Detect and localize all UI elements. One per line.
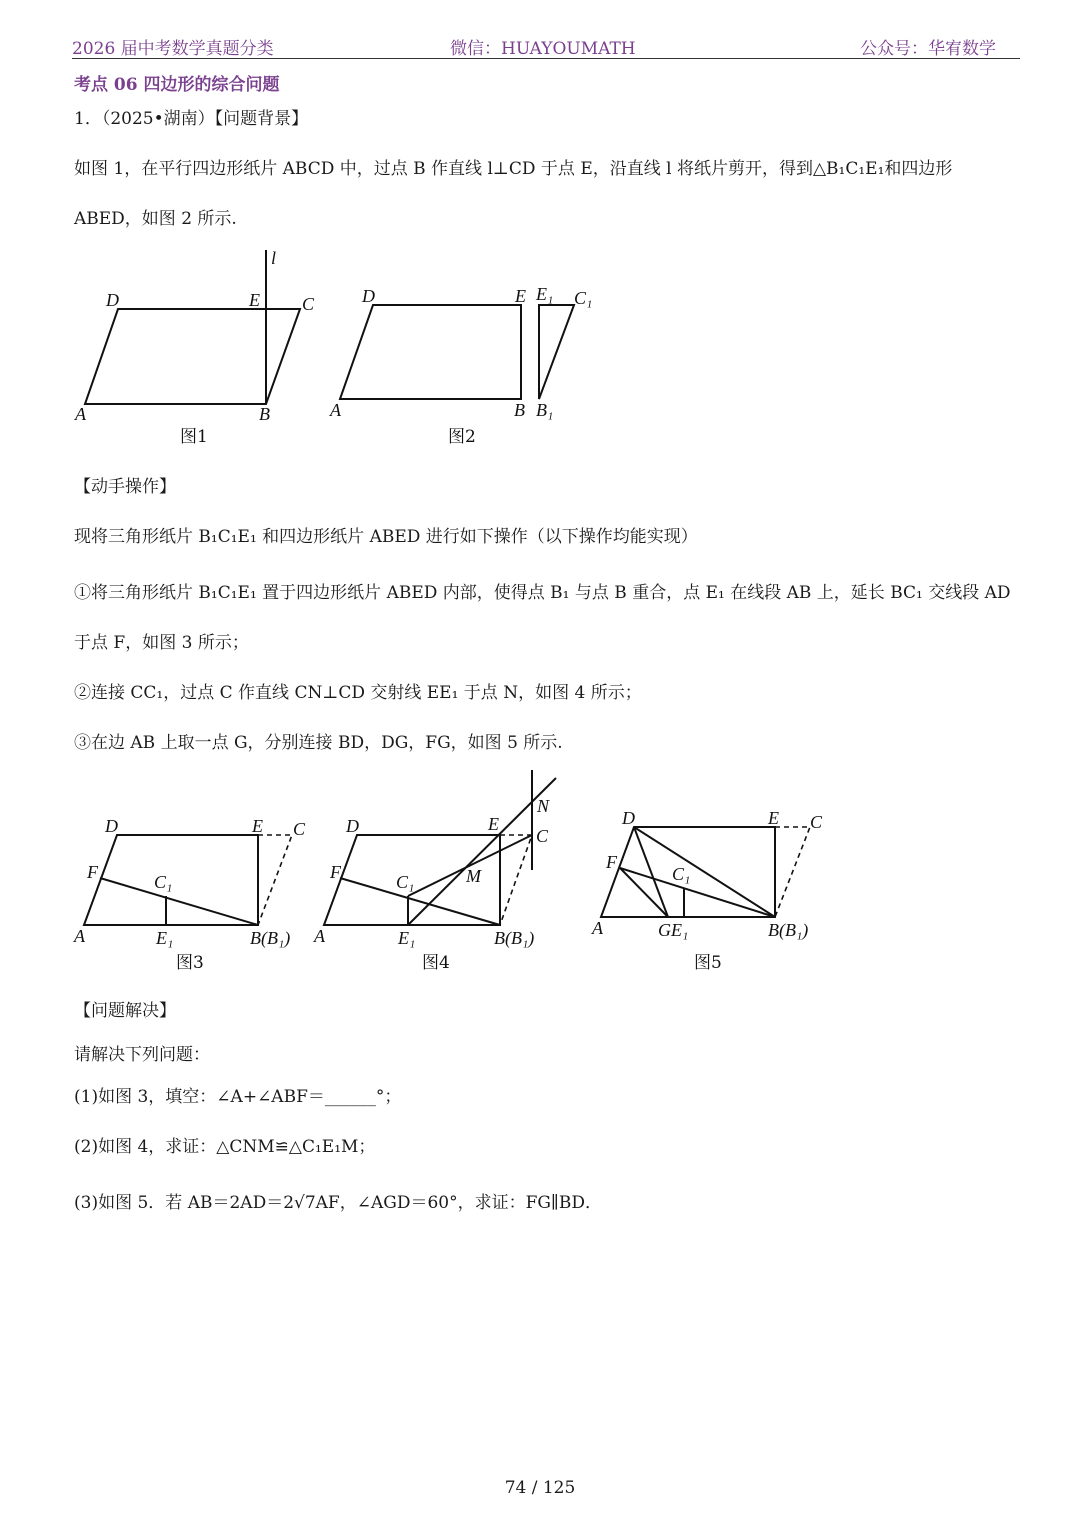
header-left: 2026 届中考数学真题分类 <box>72 39 274 59</box>
fig1-caption: 图1 <box>180 427 208 447</box>
fig5-label-C: C <box>810 812 823 832</box>
fig2-label-B: B <box>514 400 525 420</box>
fig5-label-B: B(B₁) <box>768 920 809 940</box>
fig3-label-E: E <box>252 816 263 836</box>
fig3-dashed-edge <box>258 835 292 925</box>
fig5-label-A: A <box>592 918 603 938</box>
question-2: (2)如图 4，求证：△CNM≌△C₁E₁M； <box>74 1137 376 1157</box>
fig4-label-D: D <box>346 816 359 836</box>
operation-1-line-1: ①将三角形纸片 B₁C₁E₁ 置于四边形纸片 ABED 内部，使得点 B₁ 与点 B 重合，点 E₁ 在线段 AB 上，延长 BC₁ 交线段 AD <box>74 583 1011 603</box>
page-number: 74 / 125 <box>504 1478 576 1498</box>
fig2-label-C1: C₁ <box>574 288 593 308</box>
fig4-label-M: M <box>466 866 481 886</box>
fig2-caption: 图2 <box>448 427 476 447</box>
operation-heading: 【动手操作】 <box>74 477 176 497</box>
fig4-label-A: A <box>314 926 325 946</box>
fig5-line-DG <box>634 827 668 917</box>
fig4-label-E: E <box>488 814 499 834</box>
operation-2: ②连接 CC₁，过点 C 作直线 CN⊥CD 交射线 EE₁ 于点 N，如图 4 所示； <box>74 683 642 703</box>
fig3-line-BF <box>100 878 258 925</box>
solve-intro: 请解决下列问题： <box>74 1045 210 1065</box>
operation-3: ③在边 AB 上取一点 G，分别连接 BD，DG，FG，如图 5 所示. <box>74 733 563 753</box>
fig3-label-C: C <box>293 819 306 839</box>
figure-3-4-5 <box>60 770 850 980</box>
figure-1-2 <box>60 240 620 455</box>
fig4-label-C: C <box>536 826 549 846</box>
problem-number: 1．（2025•湖南）【问题背景】 <box>74 109 309 129</box>
fig4-line-ray-EE1 <box>408 778 556 925</box>
fig1-label-A: A <box>75 404 86 424</box>
fig5-label-GE1: GE₁ <box>658 920 689 940</box>
fig5-label-F: F <box>606 852 617 872</box>
fig1-label-E: E <box>249 290 260 310</box>
fig2-quadrilateral <box>340 305 521 399</box>
operation-intro: 现将三角形纸片 B₁C₁E₁ 和四边形纸片 ABED 进行如下操作（以下操作均能实现） <box>74 527 698 547</box>
background-line-2: ABED，如图 2 所示. <box>74 209 237 229</box>
fig1-label-l: l <box>271 248 277 268</box>
fig3-label-F: F <box>87 862 98 882</box>
operation-1-line-2: 于点 F，如图 3 所示； <box>74 633 249 653</box>
fig2-label-E: E <box>515 286 526 306</box>
fig5-caption: 图5 <box>694 953 722 973</box>
header-wechat: 微信：HUAYOUMATH <box>450 39 636 59</box>
fig1-label-C: C <box>302 294 315 314</box>
fig4-label-E1: E₁ <box>398 928 416 948</box>
fig3-label-D: D <box>105 816 118 836</box>
background-line-1: 如图 1，在平行四边形纸片 ABCD 中，过点 B 作直线 l⊥CD 于点 E，沿直线 l 将纸片剪开，得到△B₁C₁E₁和四边形 <box>74 159 953 179</box>
fig3-caption: 图3 <box>176 953 204 973</box>
fig3-label-E1: E₁ <box>156 928 174 948</box>
fig4-label-B: B(B₁) <box>494 928 535 948</box>
section-title: 考点 06 四边形的综合问题 <box>74 75 280 95</box>
fig3-label-C1: C₁ <box>154 872 173 892</box>
fig5-label-D: D <box>622 808 635 828</box>
fig2-label-A: A <box>330 400 341 420</box>
fig2-triangle <box>539 305 574 399</box>
fig5-label-C1: C₁ <box>672 864 691 884</box>
fig2-label-B1: B₁ <box>536 400 554 420</box>
question-3: (3)如图 5．若 AB＝2AD＝2√7AF，∠AGD＝60°，求证：FG∥BD． <box>74 1193 602 1213</box>
fig2-label-E1: E₁ <box>536 284 554 304</box>
fig3-label-A: A <box>74 926 85 946</box>
fig2-label-D: D <box>362 286 375 306</box>
fig1-parallelogram <box>85 309 300 404</box>
fig4-label-C1: C₁ <box>396 872 415 892</box>
fig4-label-F: F <box>330 862 341 882</box>
solve-heading: 【问题解决】 <box>74 1001 176 1021</box>
fig4-caption: 图4 <box>422 953 450 973</box>
fig1-label-B: B <box>259 404 270 424</box>
fig3-label-B: B(B₁) <box>250 928 291 948</box>
fig5-label-E: E <box>768 808 779 828</box>
header-account: 公众号：华宥数学 <box>860 39 996 59</box>
fig5-dashed-edge <box>775 827 810 917</box>
fig4-label-N: N <box>537 796 550 816</box>
fig1-label-D: D <box>106 290 119 310</box>
page-header <box>72 32 1020 59</box>
question-1: (1)如图 3，填空：∠A+∠ABF＝______°； <box>74 1087 402 1107</box>
